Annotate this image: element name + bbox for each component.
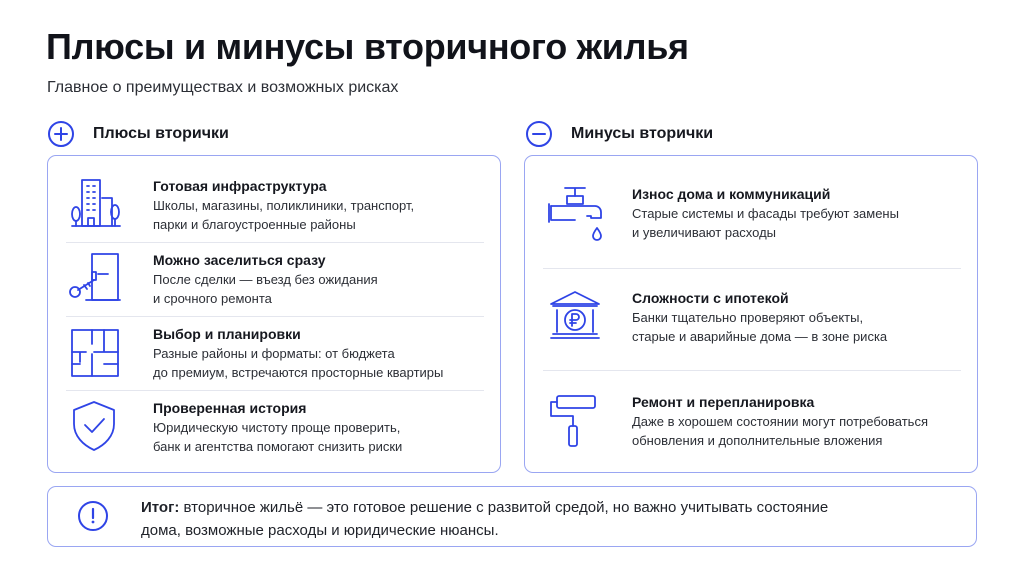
cons-item-title: Ремонт и перепланировка — [632, 394, 815, 410]
pros-separator — [66, 316, 484, 317]
pros-heading — [48, 118, 229, 150]
cons-item-desc-line1: Старые системы и фасады требуют замены — [632, 206, 899, 221]
pros-item-desc-line1: Разные районы и форматы: от бюджета — [153, 346, 395, 361]
pros-separator — [66, 242, 484, 243]
cons-item-desc-line1: Банки тщательно проверяют объекты, — [632, 310, 864, 325]
cons-item-desc-line2: и увеличивают расходы — [632, 225, 777, 240]
pros-item-desc-line1: Юридическую чистоту проще проверить, — [153, 420, 401, 435]
buildings-icon — [68, 176, 124, 236]
cons-separator — [543, 370, 961, 371]
door-key-icon — [68, 250, 124, 310]
bank-ruble-icon — [547, 288, 603, 348]
cons-item-title: Износ дома и коммуникаций — [632, 186, 831, 202]
shield-check-icon — [68, 398, 124, 458]
exclamation-icon — [78, 501, 108, 531]
paint-roller-icon — [547, 392, 603, 452]
cons-item-desc-line2: обновления и дополнительные вложения — [632, 433, 883, 448]
pros-item-desc-line2: парки и благоустроенные районы — [153, 217, 356, 232]
pros-panel — [47, 155, 501, 473]
summary-line1: вторичное жильё — это готовое решение с развитой средой, но важно учитывать состояние — [179, 499, 829, 516]
cons-separator — [543, 268, 961, 269]
pros-item-title: Проверенная история — [153, 400, 307, 416]
pros-item-desc-line2: и срочного ремонта — [153, 291, 272, 306]
summary-line2: дома, возможные расходы и юридические нюансы. — [141, 522, 499, 539]
cons-heading — [526, 118, 713, 150]
cons-heading-label: Минусы вторички — [571, 125, 714, 142]
summary-text — [141, 496, 828, 542]
pros-item-title: Готовая инфраструктура — [153, 178, 327, 194]
pros-item-desc-line2: до премиум, встречаются просторные квартиры — [153, 365, 444, 380]
pros-item-title: Можно заселиться сразу — [153, 252, 326, 268]
cons-item-desc-line2: старые и аварийные дома — в зоне риска — [632, 329, 888, 344]
pros-separator — [66, 390, 484, 391]
page-title: Плюсы и минусы вторичного жилья — [46, 26, 689, 67]
floor-plan-icon — [68, 324, 124, 384]
summary-box — [47, 486, 977, 547]
pros-item-desc-line1: Школы, магазины, поликлиники, транспорт, — [153, 198, 415, 213]
cons-item-title: Сложности с ипотекой — [632, 290, 789, 306]
plus-icon — [48, 121, 74, 147]
pros-heading-label: Плюсы вторички — [93, 125, 229, 142]
cons-item-desc-line1: Даже в хорошем состоянии могут потребоваться — [632, 414, 928, 429]
page-subtitle: Главное о преимуществах и возможных рисках — [47, 79, 399, 96]
summary-label: Итог: — [141, 499, 180, 516]
faucet-icon — [547, 184, 603, 244]
cons-panel — [524, 155, 978, 473]
minus-icon — [526, 121, 552, 147]
pros-item-desc-line2: банк и агентства помогают снизить риски — [153, 439, 403, 454]
pros-item-title: Выбор и планировки — [153, 326, 301, 342]
pros-item-desc-line1: После сделки — въезд без ожидания — [153, 272, 378, 287]
